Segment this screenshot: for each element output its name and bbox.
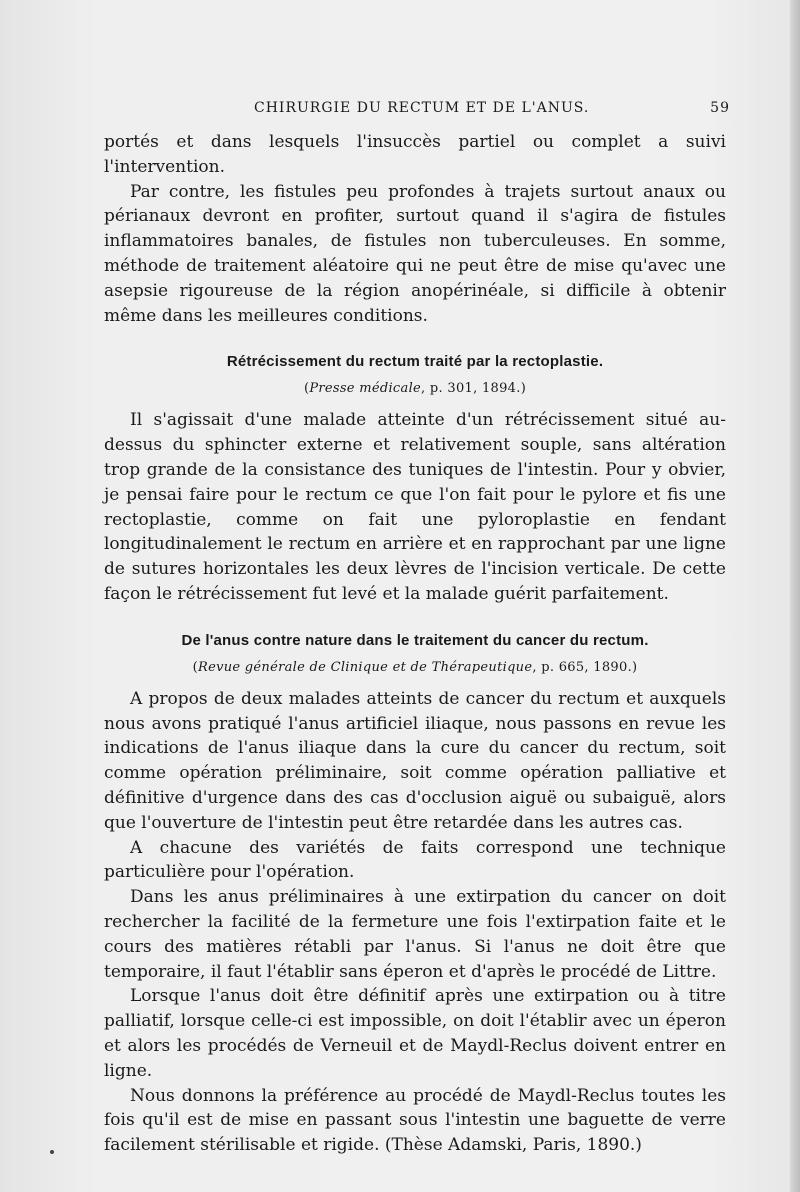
paragraph: portés et dans lesquels l'insuccès partiel ou complet a suivi l'intervention.	[104, 132, 726, 177]
citation-details: , p. 301, 1894.	[421, 381, 521, 397]
section-title: De l'anus contre nature dans le traitement du cancer du rectum.	[181, 631, 649, 649]
citation: (Revue générale de Clinique et de Thérapeutique, p. 665, 1890.)	[192, 659, 638, 675]
paragraph: Il s'agissait d'une malade atteinte d'un rétrécissement situé au-dessus du sphincter externe et relativement souple, sans altération trop grande de la consistance des tuniques de l'intestin. Pour y obvier, je pensai faire pour le rectum ce que l'on fait pour le pylore et fis une rectoplastie, comme on fait une pyloroplastie en fendant longitudinalement le rectum en arrière et en rapprochant par une ligne de sutures horizontales les deux lèvres de l'incision verticale. De cette façon le rétrécissement fut levé et la malade guérit parfaitement.	[104, 410, 726, 604]
ink-dot	[50, 1150, 54, 1154]
section-title: Rétrécissement du rectum traité par la rectoplastie.	[226, 353, 604, 371]
page-body	[104, 130, 726, 1158]
paragraph: A propos de deux malades atteints de cancer du rectum et auxquels nous avons pratiqué l'anus artificiel iliaque, nous passons en revue les indications de l'anus iliaque dans la cure du cancer du rectum, soit comme opération préliminaire, soit comme opération palliative et définitive d'urgence dans des cas d'occlusion aiguë ou subaiguë, alors que l'ouverture de l'intestin peut être retardée dans les autres cas.	[104, 688, 726, 833]
page-header	[104, 100, 730, 122]
citation-details: , p. 665, 1890.	[532, 659, 633, 675]
paragraph: Lorsque l'anus doit être définitif après une extirpation ou à titre palliatif, lorsque celle-ci est impossible, on doit l'établir avec un éperon et alors les procédés de Verneuil et de Maydl-Reclus doivent entrer en ligne.	[104, 986, 726, 1081]
running-title: CHIRURGIE DU RECTUM ET DE L'ANUS.	[254, 100, 590, 116]
citation: (Presse médicale, p. 301, 1894.)	[303, 381, 527, 397]
citation-journal: Revue générale de Clinique et de Thérapeutique	[197, 659, 533, 675]
paragraph: A chacune des variétés de faits correspond une technique particulière pour l'opération.	[104, 837, 726, 883]
citation-journal: Presse médicale	[309, 381, 422, 397]
page-edge	[790, 0, 800, 1192]
paragraph: Par contre, les fistules peu profondes à trajets surtout anaux ou périanaux devront en profiter, surtout quand il s'agira de fistules inflammatoires banales, de fistules non tuberculeuses. En somme, méthode de traitement aléatoire qui ne peut être de mise qu'avec une asepsie rigoureuse de la région anopérinéale, si difficile à obtenir même dans les meilleures conditions.	[104, 181, 726, 326]
paragraph: Nous donnons la préférence au procédé de Maydl-Reclus toutes les fois qu'il est de mise en passant sous l'intestin une baguette de verre facilement stérilisable et rigide. (Thèse Adamski, Paris, 1890.)	[104, 1085, 726, 1156]
page-number: 59	[710, 100, 730, 116]
paragraph: Dans les anus préliminaires à une extirpation du cancer on doit rechercher la facilité de la fermeture une fois l'extirpation faite et le cours des matières rétabli par l'anus. Si l'anus ne doit être que temporaire, il faut l'établir sans éperon et d'après le procédé de Littre.	[104, 887, 726, 982]
